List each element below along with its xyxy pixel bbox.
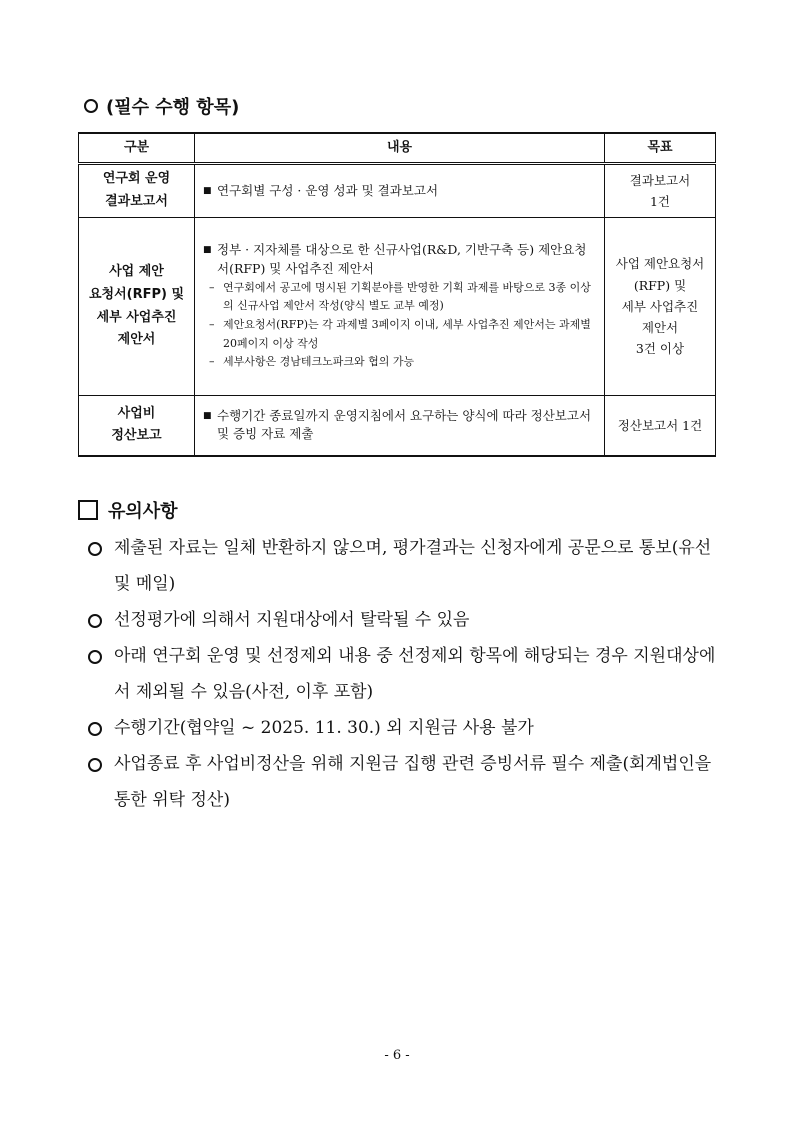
row-category [79, 218, 195, 396]
caution-item [88, 746, 724, 818]
caution-item [88, 602, 724, 638]
caution-heading [78, 497, 178, 523]
category-line: 요청서(RFP) 및 [88, 286, 185, 302]
sub-text: 세부사항은 경남테크노파크와 협의 가능 [223, 355, 415, 369]
caution-item [88, 638, 724, 710]
content-bullet [203, 182, 598, 201]
category-line: 사업 제안 [109, 264, 164, 279]
caution-item [88, 710, 724, 746]
bullet-text: 연구회별 구성 · 운영 성과 및 결과보고서 [217, 182, 439, 198]
dash-icon: – [209, 317, 215, 331]
square-bullet-icon: ■ [203, 245, 212, 256]
dash-icon: – [209, 355, 215, 369]
content-sub-item [209, 316, 598, 353]
content-sub-item [209, 279, 598, 316]
row-content [195, 218, 605, 396]
category-line: 사업비 [117, 405, 156, 421]
goal-line: 세부 사업추진 [621, 298, 699, 314]
section-heading [84, 93, 239, 119]
caution-item [88, 530, 724, 602]
caution-title: 유의사항 [108, 501, 178, 522]
goal-line: 정산보고서 1건 [617, 417, 703, 433]
bullet-text: 정부 · 지자체를 대상으로 한 신규사업(R&D, 기반구축 등) 제안요청서(RFP) 및 사업추진 제안서 [217, 242, 587, 276]
square-bullet-icon: ■ [203, 185, 212, 196]
table-header-row [79, 133, 716, 164]
circle-bullet-icon [88, 650, 102, 664]
page-number: - 6 - [384, 1048, 410, 1063]
row-category [79, 396, 195, 456]
caution-text: 사업종료 후 사업비정산을 위해 지원금 집행 관련 증빙서류 필수 제출(회계법인을 통한 위탁 정산) [114, 754, 712, 810]
sub-text: 연구회에서 공고에 명시된 기획분야를 반영한 기획 과제를 바탕으로 3종 이상의 신규사업 제안서 작성(양식 별도 교부 예정) [223, 280, 591, 313]
circle-bullet-icon [88, 614, 102, 628]
dash-icon: – [209, 280, 215, 294]
caution-text: 제출된 자료는 일체 반환하지 않으며, 평가결과는 신청자에게 공문으로 통보(유선 및 메일) [114, 538, 712, 594]
circle-bullet-icon [88, 542, 102, 556]
row-goal [605, 218, 716, 396]
circle-bullet-icon [84, 99, 98, 113]
row-content [195, 396, 605, 456]
goal-line: 1건 [649, 194, 671, 209]
bullet-text: 수행기간 종료일까지 운영지침에서 요구하는 양식에 따라 정산보고서 및 증빙 자료 제출 [217, 407, 592, 442]
goal-line: 사업 제안요청서 [615, 256, 705, 272]
goal-line: 3건 이상 [635, 341, 685, 357]
caution-text: 선정평가에 의해서 지원대상에서 탈락될 수 있음 [114, 610, 470, 630]
content-bullet [203, 241, 598, 279]
header-content: 내용 [195, 133, 605, 164]
circle-bullet-icon [88, 758, 102, 772]
goal-line: 제안서 [641, 320, 679, 336]
goal-line: 결과보고서 [629, 172, 691, 188]
row-goal [605, 396, 716, 456]
table-row [79, 218, 716, 396]
header-category: 구분 [79, 133, 195, 164]
checkbox-icon [78, 500, 98, 520]
circle-bullet-icon [88, 722, 102, 736]
category-line: 연구회 운영 [102, 171, 171, 187]
sub-text: 제안요청서(RFP)는 각 과제별 3페이지 이내, 세부 사업추진 제안서는 과제별 20페이지 이상 작성 [223, 317, 591, 350]
category-line: 정산보고 [111, 428, 162, 444]
category-line: 세부 사업추진 [96, 309, 177, 325]
row-goal [605, 164, 716, 218]
caution-list [88, 530, 724, 818]
row-category [79, 164, 195, 218]
goal-line: (RFP) 및 [633, 277, 687, 293]
square-bullet-icon: ■ [203, 410, 212, 421]
content-sub-item [209, 353, 598, 372]
table-row [79, 164, 716, 218]
caution-text: 아래 연구회 운영 및 선정제외 내용 중 선정제외 항목에 해당되는 경우 지원대상에서 제외될 수 있음(사전, 이후 포함) [114, 646, 716, 702]
caution-text: 수행기간(협약일 ~ 2025. 11. 30.) 외 지원금 사용 불가 [114, 718, 534, 738]
category-line: 결과보고서 [105, 194, 168, 209]
requirements-table [78, 132, 716, 457]
table-row [79, 396, 716, 456]
row-content [195, 164, 605, 218]
section-title: (필수 수행 항목) [106, 97, 240, 118]
header-goal: 목표 [605, 133, 716, 164]
category-line: 제안서 [117, 332, 156, 348]
content-bullet [203, 407, 598, 445]
